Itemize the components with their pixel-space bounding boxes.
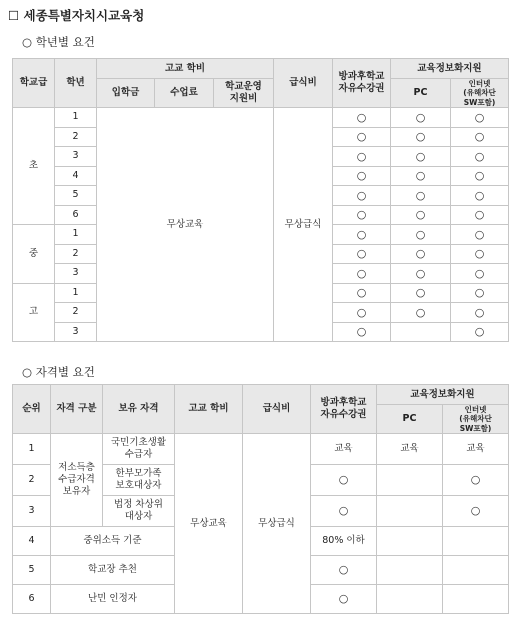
internet-cell: ○ [451, 186, 509, 206]
pc-cell [391, 322, 451, 342]
internet-cell: ○ [451, 303, 509, 323]
afterschool-cell: ○ [333, 205, 391, 225]
internet-cell [443, 556, 509, 585]
header-hs-fee: 고교 학비 [97, 59, 274, 79]
rank-cell: 3 [13, 496, 51, 527]
header-level: 학교급 [13, 59, 55, 108]
header-tuition: 수업료 [155, 79, 214, 108]
grade-cell: 2 [55, 127, 97, 147]
pc-cell: ○ [391, 186, 451, 206]
section-title-grade: ○ 학년별 요건 [22, 35, 95, 49]
header-meal: 급식비 [243, 385, 311, 434]
internet-cell: ○ [451, 225, 509, 245]
grade-requirements-table [12, 58, 509, 342]
internet-cell: ○ [451, 108, 509, 128]
level-cell: 고 [13, 283, 55, 342]
grade-cell: 3 [55, 147, 97, 167]
grade-cell: 5 [55, 186, 97, 206]
internet-cell: ○ [451, 205, 509, 225]
header-grade: 학년 [55, 59, 97, 108]
grade-cell: 1 [55, 108, 97, 128]
qual-cell: 한부모가족 보호대상자 [103, 465, 175, 496]
afterschool-cell: 80% 이하 [311, 527, 377, 556]
header-hs-fee: 고교 학비 [175, 385, 243, 434]
header-pc: PC [391, 79, 451, 108]
header-meal: 급식비 [274, 59, 333, 108]
pc-cell [377, 556, 443, 585]
header-qual-type: 자격 구분 [51, 385, 103, 434]
header-entrance: 입학금 [97, 79, 155, 108]
internet-cell: ○ [451, 283, 509, 303]
qual-cell: 법정 차상위 대상자 [103, 496, 175, 527]
internet-cell: ○ [451, 147, 509, 167]
internet-cell: ○ [443, 496, 509, 527]
rank-cell: 1 [13, 434, 51, 465]
header-info-support: 교육정보화지원 [377, 385, 509, 405]
table-row [13, 108, 509, 128]
internet-cell: ○ [451, 244, 509, 264]
header-pc: PC [377, 405, 443, 434]
afterschool-cell: ○ [333, 244, 391, 264]
internet-cell: ○ [443, 465, 509, 496]
internet-cell: ○ [451, 322, 509, 342]
internet-cell: ○ [451, 127, 509, 147]
afterschool-cell: ○ [333, 186, 391, 206]
hs-fee-cell: 무상교육 [175, 434, 243, 614]
meal-cell: 무상급식 [243, 434, 311, 614]
qual-cell: 국민기초생활 수급자 [103, 434, 175, 465]
grade-cell: 4 [55, 166, 97, 186]
pc-cell: ○ [391, 303, 451, 323]
internet-cell: 교육 [443, 434, 509, 465]
header-qual: 보유 자격 [103, 385, 175, 434]
grade-cell: 1 [55, 225, 97, 245]
pc-cell [377, 585, 443, 614]
grade-cell: 2 [55, 244, 97, 264]
pc-cell [377, 465, 443, 496]
afterschool-cell: ○ [333, 264, 391, 284]
afterschool-cell: ○ [333, 166, 391, 186]
meal-cell: 무상급식 [274, 108, 333, 342]
afterschool-cell: ○ [333, 283, 391, 303]
pc-cell: ○ [391, 205, 451, 225]
section-title-qualification: ○ 자격별 요건 [22, 365, 95, 379]
level-cell: 중 [13, 225, 55, 284]
afterschool-cell: ○ [333, 322, 391, 342]
afterschool-cell: ○ [333, 127, 391, 147]
afterschool-cell: ○ [333, 303, 391, 323]
rank-cell: 6 [13, 585, 51, 614]
internet-cell [443, 527, 509, 556]
afterschool-cell: ○ [333, 147, 391, 167]
header-rank: 순위 [13, 385, 51, 434]
pc-cell: ○ [391, 166, 451, 186]
qual-cell: 중위소득 기준 [51, 527, 175, 556]
header-operation: 학교운영 지원비 [214, 79, 274, 108]
pc-cell [377, 496, 443, 527]
rank-cell: 5 [13, 556, 51, 585]
afterschool-cell: 교육 [311, 434, 377, 465]
grade-cell: 3 [55, 322, 97, 342]
grade-cell: 6 [55, 205, 97, 225]
pc-cell: ○ [391, 108, 451, 128]
grade-cell: 2 [55, 303, 97, 323]
pc-cell [377, 527, 443, 556]
qual-type-cell: 저소득층 수급자격 보유자 [51, 434, 103, 527]
header-afterschool: 방과후학교 자유수강권 [333, 59, 391, 108]
header-internet: 인터넷 (유해차단 SW포함) [443, 405, 509, 434]
pc-cell: ○ [391, 244, 451, 264]
qualification-requirements-table [12, 384, 509, 614]
header-info-support: 교육정보화지원 [391, 59, 509, 79]
qual-cell: 학교장 추천 [51, 556, 175, 585]
pc-cell: 교육 [377, 434, 443, 465]
afterschool-cell: ○ [311, 496, 377, 527]
pc-cell: ○ [391, 283, 451, 303]
level-cell: 초 [13, 108, 55, 225]
afterschool-cell: ○ [311, 556, 377, 585]
pc-cell: ○ [391, 264, 451, 284]
hs-fee-cell: 무상교육 [97, 108, 274, 342]
afterschool-cell: ○ [333, 108, 391, 128]
internet-cell [443, 585, 509, 614]
rank-cell: 4 [13, 527, 51, 556]
afterschool-cell: ○ [311, 465, 377, 496]
table-row [13, 434, 509, 465]
grade-cell: 1 [55, 283, 97, 303]
pc-cell: ○ [391, 225, 451, 245]
document-title: ☐ 세종특별자치시교육청 [8, 8, 145, 23]
afterschool-cell: ○ [333, 225, 391, 245]
grade-cell: 3 [55, 264, 97, 284]
header-afterschool: 방과후학교 자유수강권 [311, 385, 377, 434]
qual-cell: 난민 인정자 [51, 585, 175, 614]
pc-cell: ○ [391, 127, 451, 147]
header-internet: 인터넷 (유해차단 SW포함) [451, 79, 509, 108]
rank-cell: 2 [13, 465, 51, 496]
internet-cell: ○ [451, 264, 509, 284]
pc-cell: ○ [391, 147, 451, 167]
internet-cell: ○ [451, 166, 509, 186]
afterschool-cell: ○ [311, 585, 377, 614]
